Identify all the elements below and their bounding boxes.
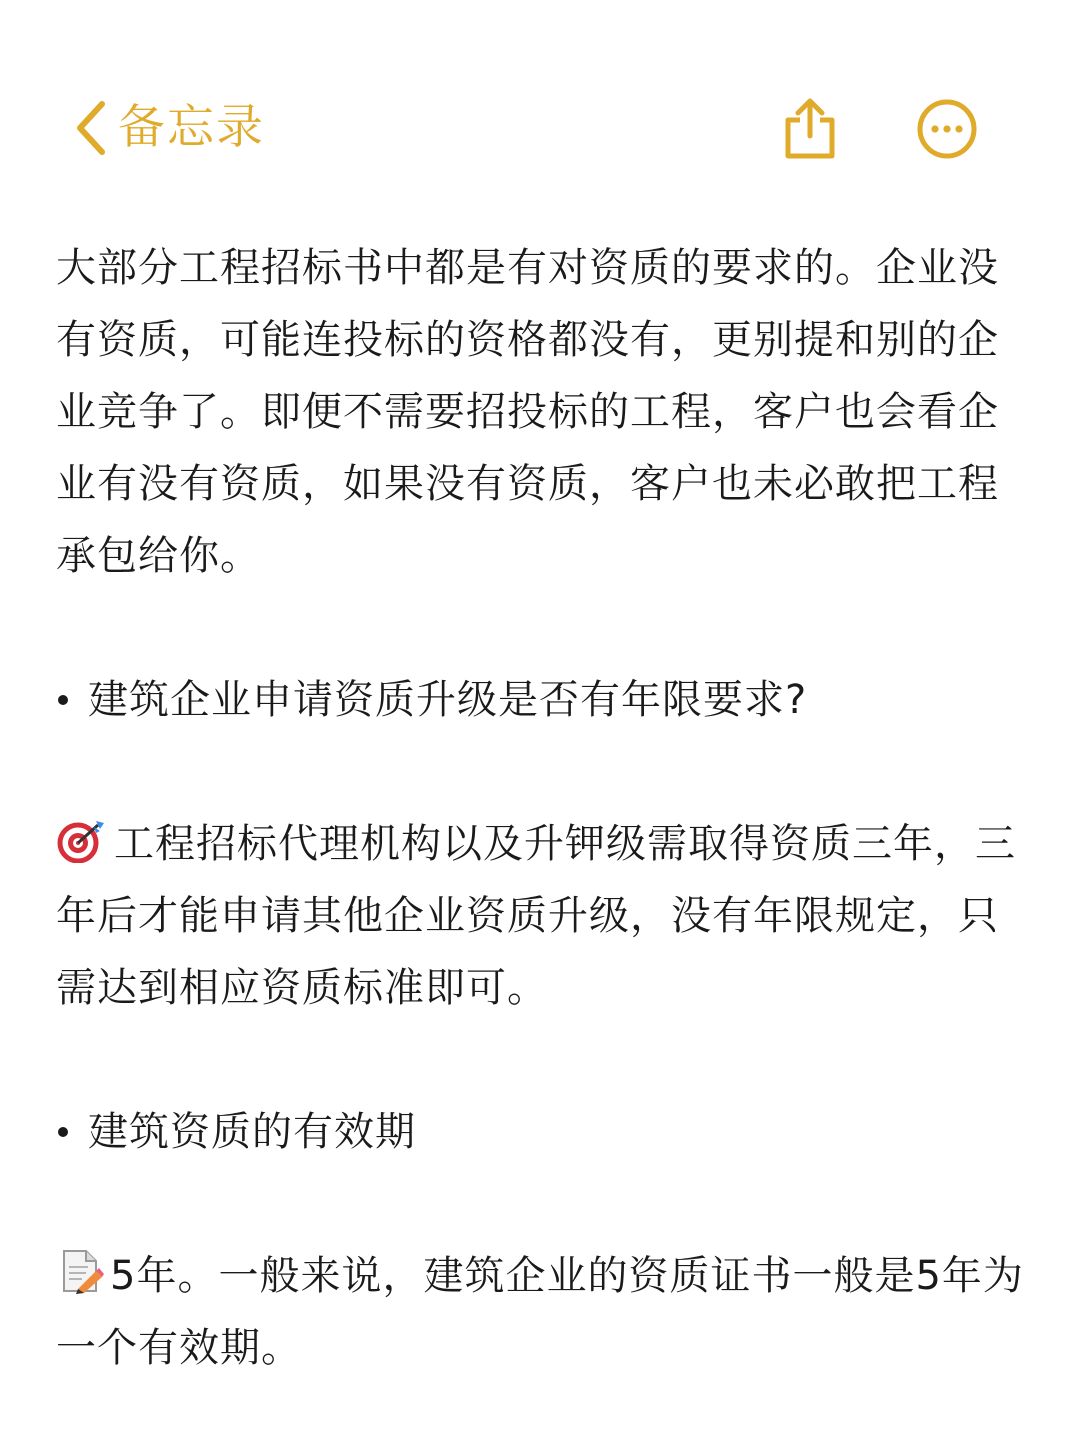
bullet-text: 建筑资质的有效期 (88, 1109, 416, 1155)
back-button[interactable] (70, 96, 265, 160)
back-label: 备忘录 (118, 100, 265, 155)
more-icon (916, 98, 978, 160)
navigation-bar (0, 0, 1080, 200)
note-body[interactable] (56, 232, 1024, 1384)
paragraph-2-text: 工程招标代理机构以及升钾级需取得资质三年，三年后才能申请其他企业资质升级，没有年限规定，只需达到相应资质标准即可。 (56, 821, 1016, 1011)
target-icon (56, 819, 108, 863)
chevron-left-icon (70, 98, 110, 158)
paragraph-1: 大部分工程招标书中都是有对资质的要求的。企业没有资质，可能连投标的资格都没有，更别提和别的企业竞争了。即便不需要招投标的工程，客户也会看企业有没有资质，如果没有资质，客户也未必敢把工程承包给你。 (56, 245, 999, 579)
paragraph-2 (56, 808, 1024, 1024)
bullet-text: 建筑企业申请资质升级是否有年限要求? (88, 677, 808, 723)
paragraph-3 (56, 1240, 1024, 1384)
bullet-item-1 (56, 664, 1024, 736)
share-button[interactable] (782, 96, 838, 160)
memo-icon (56, 1247, 104, 1295)
more-button[interactable] (916, 98, 978, 160)
share-icon (782, 96, 838, 160)
bullet-dot (58, 1127, 68, 1137)
paragraph-3-text: 5年。一般来说，建筑企业的资质证书一般是5年为一个有效期。 (56, 1253, 1024, 1371)
bullet-item-2 (56, 1096, 1024, 1168)
bullet-dot (58, 695, 68, 705)
